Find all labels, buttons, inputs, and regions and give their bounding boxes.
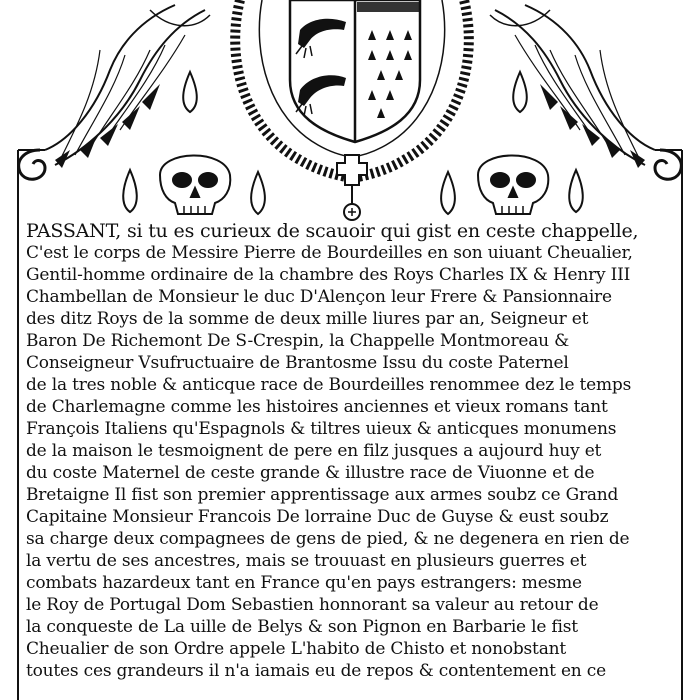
- inscription-line: Cheualier de son Ordre appele L'habito de Chisto et nonobstant: [26, 639, 567, 659]
- inscription-line: de Charlemagne comme les histoires anciennes et vieux romans tant: [26, 397, 608, 417]
- inscription-line: le Roy de Portugal Dom Sebastien honnorant sa valeur au retour de: [26, 595, 599, 615]
- inscription-line: Gentil-homme ordinaire de la chambre des Roys Charles IX & Henry III: [26, 265, 631, 285]
- left-acanthus-ornament: [18, 5, 210, 179]
- right-acanthus-ornament: [490, 5, 682, 179]
- inscription-line: Capitaine Monsieur Francois De lorraine Duc de Guyse & eust soubz: [26, 507, 609, 527]
- tear-drop-icon: [123, 170, 137, 212]
- right-skull-icon: [478, 155, 548, 214]
- inscription-line: Chambellan de Monsieur le duc D'Alençon leur Frere & Pansionnaire: [26, 287, 612, 307]
- tear-drop-icon: [251, 172, 265, 214]
- inscription-line: C'est le corps de Messire Pierre de Bourdeilles en son uiuant Cheualier,: [26, 243, 633, 263]
- inscription-line: combats hazardeux tant en France qu'en pays estrangers: mesme: [26, 573, 582, 593]
- inscription-line: Bretaigne Il fist son premier apprentissage aux armes soubz ce Grand: [26, 485, 619, 505]
- inscription-line: François Italiens qu'Espagnols & tiltres uieux & anticques monumens: [26, 419, 617, 439]
- epitaph-text: [26, 220, 676, 682]
- inscription-line: la vertu de ses ancestres, mais se trouuast en plusieurs guerres et: [26, 551, 587, 571]
- tear-drop-icon: [513, 72, 527, 112]
- inscription-line: la conqueste de La uille de Belys & son Pignon en Barbarie le fist: [26, 617, 578, 637]
- inscription-line: PASSANT, si tu es curieux de scauoir qui gist en ceste chappelle,: [26, 220, 639, 242]
- inscription-line: du coste Maternel de ceste grande & illustre race de Viuonne et de: [26, 463, 595, 483]
- order-cross-pendant-icon: [337, 155, 367, 220]
- inscription-line: toutes ces grandeurs il n'a iamais eu de repos & contentement en ce: [26, 661, 606, 681]
- inscription-line: Conseigneur Vsufructuaire de Brantosme Issu du coste Paternel: [26, 353, 569, 373]
- inscription-line: Baron De Richemont De S-Crespin, la Chappelle Montmoreau &: [26, 331, 570, 351]
- inscription-line: sa charge deux compagnees de gens de pied, & ne degenera en rien de: [26, 529, 630, 549]
- coat-of-arms-shield: [290, 0, 420, 142]
- inscription-line: de la maison le tesmoignent de pere en filz jusques a aujourd huy et: [26, 441, 602, 461]
- tear-drop-icon: [569, 170, 583, 212]
- inscription-line: des ditz Roys de la somme de deux mille liures par an, Seigneur et: [26, 309, 589, 329]
- left-skull-icon: [160, 155, 230, 214]
- tear-drop-icon: [183, 72, 197, 112]
- tear-drop-icon: [441, 172, 455, 214]
- inscription-line: de la tres noble & anticque race de Bourdeilles renommee dez le temps: [26, 375, 632, 395]
